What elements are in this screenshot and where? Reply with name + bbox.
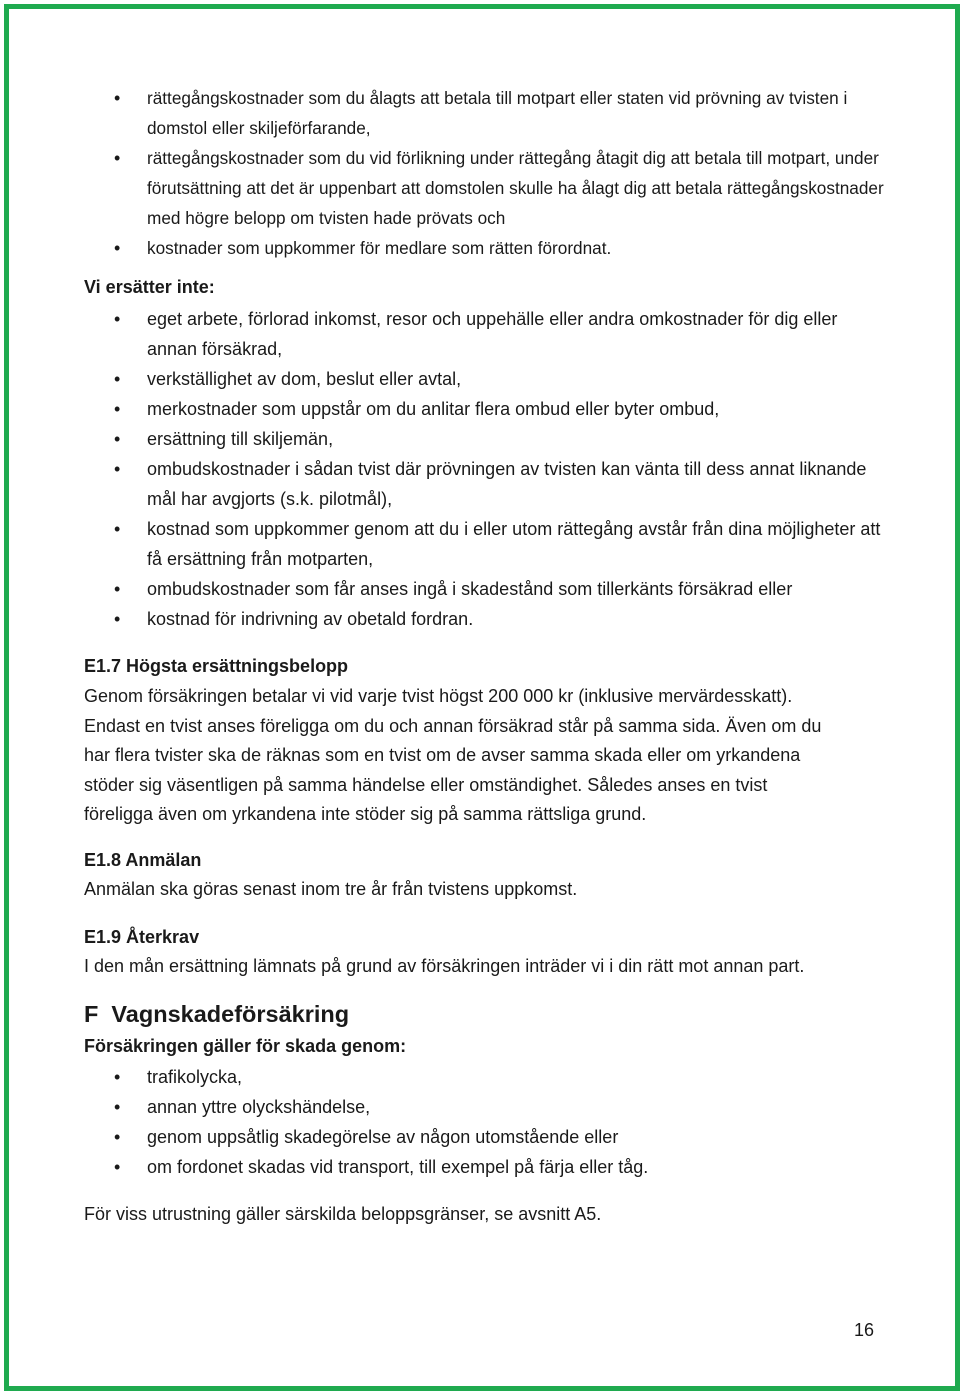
list-item: • annan yttre olyckshändelse, [0, 1092, 960, 1122]
section-body-e18: Anmälan ska göras senast inom tre år från tvistens uppkomst. [84, 879, 578, 899]
section-heading-e19: E1.9 Återkrav [84, 927, 200, 947]
section-heading-e18: E1.8 Anmälan [84, 850, 202, 870]
list-item: • ombudskostnader i sådan tvist där prövningen av tvisten kan vänta till dess annat liknande mål har avgjorts (s.k. pilotmål), [0, 454, 960, 514]
bullet-icon: • [114, 429, 121, 449]
list-item: • merkostnader som uppstår om du anlitar flera ombud eller byter ombud, [0, 394, 960, 424]
list-item: • eget arbete, förlorad inkomst, resor och uppehälle eller andra omkostnader för dig eller annan försäkrad, [0, 304, 960, 364]
bullet-icon: • [114, 1127, 121, 1147]
paragraph-line: stöder sig väsentligen på samma händelse eller omständighet. Således anses en tvist [84, 774, 768, 795]
paragraph-line: Genom försäkringen betalar vi vid varje tvist högst 200 000 kr (inklusive mervärdesskatt). [84, 686, 793, 706]
bullet-icon: • [114, 148, 121, 168]
exclusions-list [0, 304, 960, 634]
paragraph-line: Endast en tvist anses föreligga om du och annan försäkrad står på samma sida. Även om du [84, 715, 822, 736]
paragraph-line: har flera tvister ska de räknas som en tvist om de avser samma skada eller om yrkandena [84, 745, 801, 765]
section-body-e17 [84, 682, 904, 830]
list-item: • ersättning till skiljemän, [0, 424, 960, 454]
bullet-icon: • [114, 579, 121, 599]
bullet-icon: • [114, 519, 121, 539]
coverage-heading: Försäkringen gäller för skada genom: [84, 1036, 407, 1056]
paragraph-line: föreligga även om yrkandena inte stöder sig på samma rättsliga grund. [84, 804, 647, 824]
section-body-e19: I den mån ersättning lämnats på grund av försäkringen inträder vi i din rätt mot annan part. [84, 956, 805, 976]
section-heading-e17: E1.7 Högsta ersättningsbelopp [84, 656, 349, 676]
equipment-note: För viss utrustning gäller särskilda beloppsgränser, se avsnitt A5. [84, 1204, 602, 1224]
list-item: • trafikolycka, [0, 1062, 960, 1092]
exclusions-heading: Vi ersätter inte: [84, 277, 215, 297]
list-item: • kostnader som uppkommer för medlare som rätten förordnat. [0, 233, 960, 263]
coverage-list [0, 1062, 960, 1182]
bullet-icon: • [114, 1157, 121, 1177]
list-item: • rättegångskostnader som du ålagts att betala till motpart eller staten vid prövning av tvisten i domstol eller skiljeförfarande, [0, 83, 960, 143]
bullet-icon: • [114, 238, 121, 258]
bullet-icon: • [114, 309, 121, 329]
section-title-f: F Vagnskadeförsäkring [84, 1001, 350, 1027]
list-item: • kostnad som uppkommer genom att du i eller utom rättegång avstår från dina möjligheter att få ersättning från motparten, [0, 514, 960, 574]
bullet-icon: • [114, 1097, 121, 1117]
bullet-icon: • [114, 369, 121, 389]
list-item: • rättegångskostnader som du vid förlikning under rättegång åtagit dig att betala till motpart, under förutsättning att det är uppenbart att domstolen skulle ha ålagt dig att betala rättegångskostnader med högre belopp om tvisten hade prövats och [0, 143, 960, 233]
list-item: • kostnad för indrivning av obetald fordran. [0, 604, 960, 634]
list-item: • verkställighet av dom, beslut eller avtal, [0, 364, 960, 394]
bullet-icon: • [114, 1067, 121, 1087]
bullet-icon: • [114, 88, 121, 108]
bullet-icon: • [114, 399, 121, 419]
bullet-icon: • [114, 609, 121, 629]
list-item: • genom uppsåtlig skadegörelse av någon utomstående eller [0, 1122, 960, 1152]
list-item: • ombudskostnader som får anses ingå i skadestånd som tillerkänts försäkrad eller [0, 574, 960, 604]
cost-list [0, 83, 960, 263]
bullet-icon: • [114, 459, 121, 479]
page-number: 16 [854, 1320, 875, 1340]
list-item: • om fordonet skadas vid transport, till exempel på färja eller tåg. [0, 1152, 960, 1182]
